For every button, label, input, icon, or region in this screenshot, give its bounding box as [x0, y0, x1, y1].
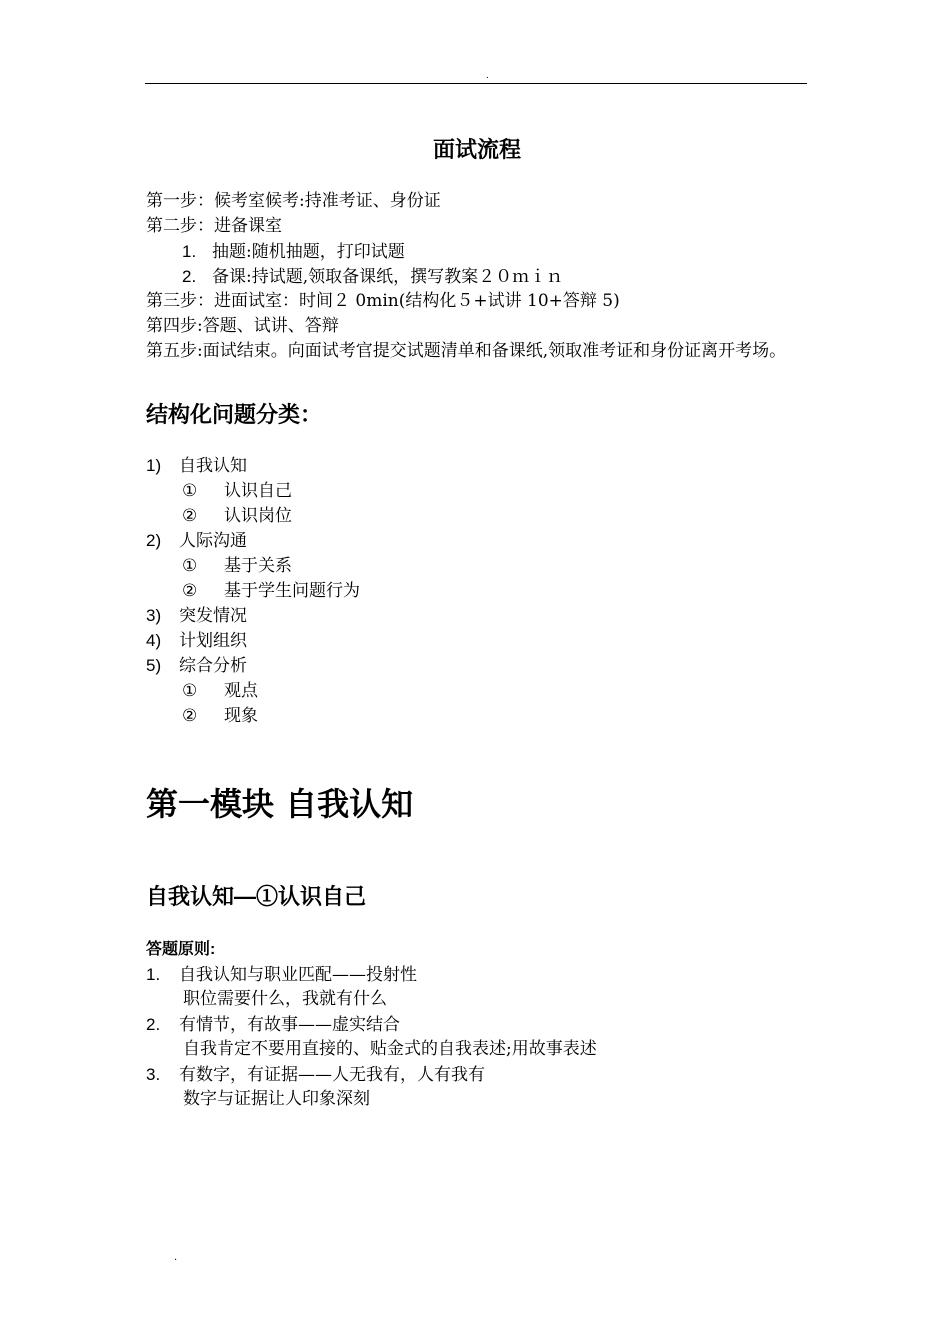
list-text: 观点 [224, 681, 258, 701]
page-title: 面试流程 [432, 137, 521, 162]
list-text: 备课:持试题,领取备课纸，撰写教案２０ｍｉｎ [212, 267, 564, 287]
step-2: 第二步：进备课室 [146, 216, 282, 236]
list-text: 综合分析 [179, 656, 247, 676]
list-number: ② [182, 506, 198, 525]
classification-heading: 结构化问题分类： [146, 402, 323, 427]
list-text: 计划组织 [179, 631, 247, 651]
list-item [146, 653, 808, 678]
step-4: 第四步:答题、试讲、答辩 [146, 316, 339, 336]
step-1: 第一步：候考室候考:持准考证、身份证 [146, 191, 441, 211]
footer-mark: . [174, 1252, 178, 1263]
sub-list-item [146, 503, 808, 528]
header-mark: . [486, 70, 489, 81]
sub-list-item [146, 678, 808, 703]
list-text: 自我认知与职业匹配——投射性 [179, 965, 417, 985]
list-number: 2. [146, 1015, 161, 1034]
list-item [146, 1062, 808, 1087]
step-3: 第三步：进面试室：时间２ 0min(结构化５+试讲 10+答辩 5) [146, 291, 620, 311]
list-text: 基于关系 [224, 556, 292, 576]
sub-list-item [146, 578, 808, 603]
classification-list [146, 453, 808, 728]
list-number: 5) [146, 656, 162, 675]
list-number: 2) [146, 531, 162, 550]
list-number: ① [182, 681, 198, 700]
list-item [146, 453, 808, 478]
list-number: ② [182, 706, 198, 725]
list-item [146, 962, 808, 987]
list-text: 现象 [224, 706, 258, 726]
list-text: 突发情况 [179, 606, 247, 626]
list-text: 自我认知 [179, 456, 247, 476]
list-item [146, 628, 808, 653]
list-number: 2. [182, 267, 197, 286]
list-item [146, 603, 808, 628]
step-2-item [146, 264, 808, 289]
sub-list-item [146, 703, 808, 728]
list-text: 基于学生问题行为 [224, 581, 360, 601]
module-heading: 第一模块 自我认知 [146, 785, 414, 823]
list-number: 1. [146, 965, 161, 984]
list-number: 1) [146, 456, 162, 475]
section-heading: 自我认知—①认识自己 [146, 884, 367, 909]
list-description: 职位需要什么，我就有什么 [183, 989, 387, 1009]
sub-list-item [146, 553, 808, 578]
list-number: ① [182, 556, 198, 575]
principles-label: 答题原则: [146, 941, 216, 958]
principles-list [146, 962, 808, 1112]
list-number: 4) [146, 631, 162, 650]
list-item [146, 528, 808, 553]
list-description: 自我肯定不要用直接的、贴金式的自我表述;用故事表述 [183, 1039, 597, 1059]
header-rule [145, 83, 807, 84]
list-number: 3. [146, 1065, 161, 1084]
list-number: ② [182, 581, 198, 600]
list-number: 1. [182, 242, 197, 261]
step-5: 第五步:面试结束。向面试考官提交试题清单和备课纸,领取准考证和身份证离开考场。 [146, 341, 787, 361]
list-item [146, 1012, 808, 1037]
list-description: 数字与证据让人印象深刻 [183, 1089, 370, 1109]
list-text: 人际沟通 [179, 531, 247, 551]
list-text: 认识自己 [224, 481, 292, 501]
sub-list-item [146, 478, 808, 503]
list-text: 认识岗位 [224, 506, 292, 526]
list-text: 抽题:随机抽题，打印试题 [212, 242, 405, 262]
list-text: 有数字，有证据——人无我有，人有我有 [179, 1065, 485, 1085]
document-body [146, 133, 808, 1112]
list-number: 3) [146, 606, 162, 625]
list-number: ① [182, 481, 198, 500]
list-text: 有情节，有故事——虚实结合 [179, 1015, 400, 1035]
step-2-item [146, 239, 808, 264]
